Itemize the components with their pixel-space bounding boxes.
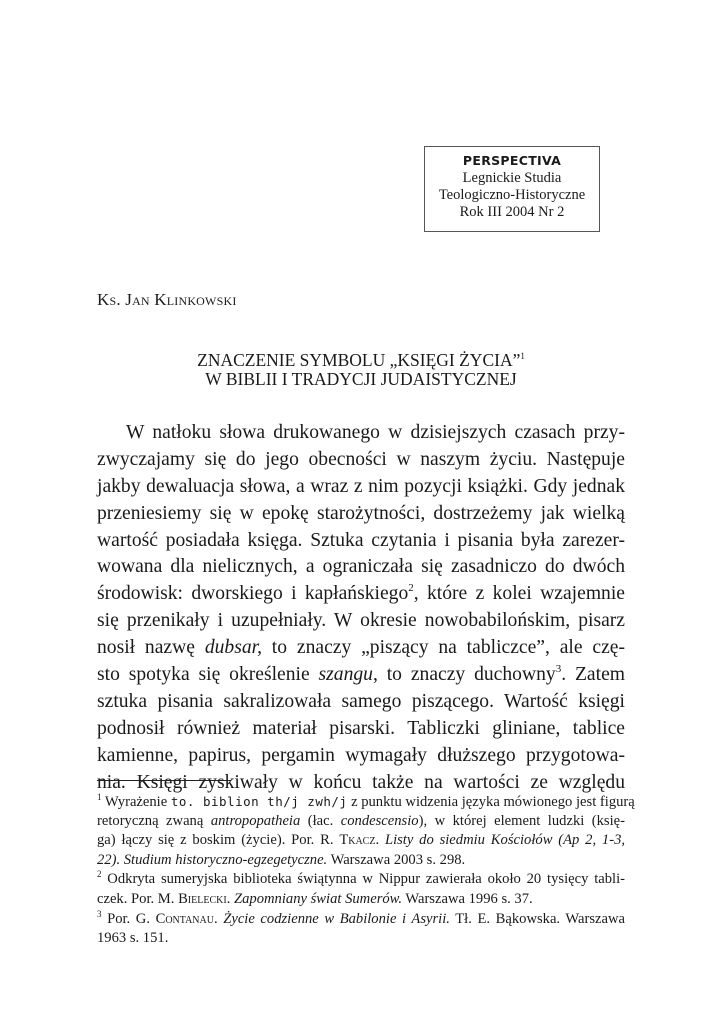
journal-name: PERSPECTIVA bbox=[462, 153, 562, 168]
body-line bbox=[97, 581, 625, 608]
body-line: wartość posiadała księga. Sztuka czytania i pisania była zarezer- bbox=[97, 529, 625, 551]
body-line bbox=[97, 635, 625, 662]
title-text-1: ZNACZENIE SYMBOLU „KSIĘGI ŻYCIA” bbox=[197, 350, 521, 370]
body-line: zwyczajamy się do jego obecności w naszym życiu. Następuje bbox=[97, 448, 625, 470]
body-line bbox=[97, 662, 625, 689]
footnotes bbox=[97, 792, 635, 949]
body-line: W natłoku słowa drukowanego w dzisiejszych czasach przy- bbox=[126, 422, 625, 443]
footnote-3-line bbox=[97, 910, 625, 930]
footnote-term: condescensio bbox=[340, 812, 419, 829]
footnote-1-line bbox=[97, 792, 635, 812]
footnote-text: Warszawa 1996 s. 37. bbox=[401, 890, 533, 907]
cited-author: Contanau bbox=[155, 910, 214, 927]
footnote-1-line bbox=[97, 812, 625, 832]
journal-info-box bbox=[424, 146, 600, 232]
footnote-2-line bbox=[97, 890, 625, 910]
footnote-text: Odkryta sumeryjska biblioteka świątynna w Nippur zawierała około 20 tysięcy tabli- bbox=[101, 871, 625, 888]
body-text-segment: , to znaczy duchowny bbox=[372, 664, 556, 686]
cited-title: 22). Studium historyczno-egzegetyczne. bbox=[97, 851, 328, 868]
footnote-2-line bbox=[97, 870, 625, 890]
cited-title: Listy do siedmiu Kościołów (Ap 2, 1-3, bbox=[384, 832, 626, 849]
footnote-text: (łac. bbox=[300, 812, 341, 829]
footnote-divider bbox=[97, 780, 231, 781]
footnote-text: Wyrażenie bbox=[101, 794, 171, 810]
journal-subtitle-1: Legnickie Studia bbox=[462, 170, 562, 186]
title-footnote-ref[interactable]: 1 bbox=[520, 351, 525, 361]
journal-subtitle-2: Teologiczno-Historyczne bbox=[438, 187, 586, 203]
body-line: wowana dla nielicznych, a ograniczała się zasadniczo do dwóch bbox=[97, 556, 625, 578]
footnote-text: z punktu widzenia języka mówionego jest figurą bbox=[347, 794, 635, 810]
body-text-segment: . Zatem bbox=[561, 664, 626, 686]
greek-phrase: to. biblion th/j zwh/j bbox=[170, 794, 348, 809]
article-title-line-2: W BIBLII I TRADYCJI JUDAISTYCZNEJ bbox=[205, 369, 517, 389]
journal-issue: Rok III 2004 Nr 2 bbox=[459, 204, 565, 220]
cited-author: Tkacz bbox=[339, 832, 376, 849]
footnote-text: . bbox=[375, 832, 385, 849]
footnote-text: Warszawa 2003 s. 298. bbox=[327, 851, 466, 868]
body-text-segment: sto spotyka się określenie bbox=[97, 664, 319, 686]
footnote-number: 2 bbox=[97, 869, 102, 880]
cited-title: Zapomniany świat Sumerów. bbox=[234, 890, 402, 907]
body-line: nia. Księgi zyskiwały w końcu także na wartości ze względu bbox=[97, 771, 625, 793]
footnote-term: antropopatheia bbox=[210, 812, 301, 829]
term-dubsar: dubsar, bbox=[204, 637, 262, 659]
term-szangu: szangu bbox=[318, 664, 373, 686]
footnote-1-line bbox=[97, 831, 625, 851]
footnote-text: Por. G. bbox=[101, 910, 156, 927]
body-line: sztuka pisania sakralizowała samego piszącego. Wartość księgi bbox=[97, 690, 625, 712]
body-paragraph bbox=[97, 420, 625, 796]
author-name: Ks. Jan Klinkowski bbox=[97, 290, 237, 309]
footnote-ref-2[interactable]: 2 bbox=[408, 582, 414, 595]
cited-author: Bielecki bbox=[178, 890, 227, 907]
footnote-text: ga) łączy się z boskim (życie). Por. R. bbox=[97, 832, 340, 849]
footnote-ref-3[interactable]: 3 bbox=[555, 663, 562, 676]
body-line: podnosił również materiał pisarski. Tabliczki gliniane, tablice bbox=[97, 717, 625, 739]
body-text-segment: , które z kolei wzajemnie bbox=[413, 583, 625, 605]
body-text-segment: środowisk: dworskiego i kapłańskiego bbox=[97, 583, 409, 605]
footnote-text: Tł. E. Bąkowska. Warszawa bbox=[449, 910, 626, 927]
body-line: się przenikały i uzupełniały. W okresie nowobabilońskim, pisarz bbox=[97, 610, 625, 632]
footnote-number: 3 bbox=[97, 908, 102, 919]
footnote-text: . bbox=[213, 910, 224, 927]
footnote-text: czek. Por. M. bbox=[97, 890, 179, 907]
footnote-1-line bbox=[97, 851, 625, 871]
body-line: jakby dewaluacja słowa, a wraz z nim pozycji książki. Gdy jednak bbox=[97, 475, 625, 497]
footnote-number: 1 bbox=[97, 792, 102, 802]
cited-title: Życie codzienne w Babilonie i Asyrii. bbox=[223, 910, 450, 927]
footnote-3-line: 1963 s. 151. bbox=[97, 930, 169, 947]
body-text-segment: nosił nazwę bbox=[97, 637, 205, 659]
body-line: kamienne, papirus, pergamin wymagały dłuższego przygotowa- bbox=[97, 744, 625, 766]
body-text-segment: to znaczy „piszący na tabliczce”, ale czę- bbox=[261, 637, 625, 659]
footnote-text: ), w której element ludzki (księ- bbox=[418, 812, 626, 829]
footnote-text: retoryczną zwaną bbox=[97, 812, 211, 829]
footnote-text: . bbox=[226, 890, 234, 907]
body-line: przeniesiemy się w epokę starożytności, dostrzeżemy jak wielką bbox=[97, 502, 625, 524]
